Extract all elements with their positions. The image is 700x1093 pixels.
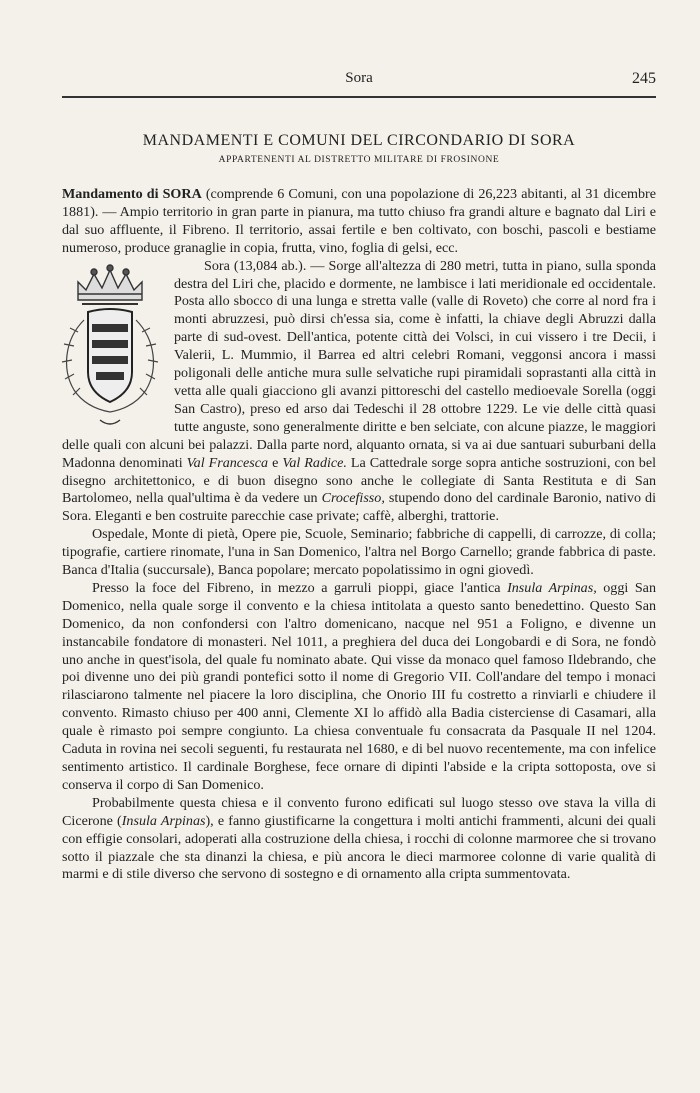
paragraph-sora [62,258,656,527]
mandamento-text: (comprende 6 Comuni, con una popolazione di 26,223 abitanti, al 31 dicembre 1881). — Ampio territorio in gran parte in pianura, ma tutto chiuso fra grandi alture e bagnato dal Liri e dal suo affluente, il Fibreno. Il territorio, assai fertile e ben coltivato, con boschi, pascoli e bestiame numeroso, produce granaglie in copia, frutta, vino, foglia di gelsi, ecc. [62,186,656,256]
running-header [62,70,656,94]
sora-italic-val-francesca: Val Francesca [186,454,269,471]
fibreno-italic-insula: Insula Arpinas, [507,579,597,596]
page-number: 245 [632,70,656,87]
sora-text-c: La Cattedrale sorge sopra antiche sostruzioni, con bel disegno architettonico, e di buon disegno sono anche le collegiate di Santa Restituta e di San Bartolomeo, nella qual'ultima è da vedere un [62,454,656,507]
section-subtitle: APPARTENENTI AL DISTRETTO MILITARE DI FROSINONE [218,155,500,165]
paragraph-cicerone [62,795,656,885]
fibreno-text-a: Presso la foce del Fibreno, in mezzo a garruli pioppi, giace l'antica [92,579,508,596]
cicerone-italic-insula: Insula Arpinas [121,812,206,829]
header-rule [62,96,656,98]
section-title: MANDAMENTI E COMUNI DEL CIRCONDARIO DI SORA [142,132,576,149]
mandamento-lead: Mandamento di SORA [62,186,202,202]
sora-text-a: Sora (13,084 ab.). — Sorge all'altezza di 280 metri, tutta in piano, sulla sponda destra del Liri che, placido e dormente, ne lambisce i lati meridionale ed occidentale. Posta allo sbocco di una lunga e stretta valle (valle di Roveto) che corre al nord fra i monti abruzzesi, può dirsi ch'essa sia, come è infatti, la chiave degli Abruzzi dalla parte di sud-ovest. Dell'antica, potente città dei Volsci, in cui vissero i tre Decii, i Valerii, L. Mummio, il Barrea ed altri celebri Romani, veggonsi ancora i massi poligonali delle antiche mura sulle selvatiche rupi piramidali soprastanti alla città in vetta alle quali giacciono gli avanzi pittoreschi del castello medioevale Sorella (oggi San Castro), preso ed arso dai Tedeschi il 28 ottobre 1229. Le vie delle città quasi tutte anguste, sono generalmente diritte e ben selciate, con alcune piazze, le maggiori delle quali con alcuni bei palazzi. Dalla parte nord, alquanto ornata, si va ai due santuari suburbani della Madonna denominati [62,257,656,471]
cicerone-text-a: Probabilmente questa chiesa e il convento furono edificati sul luogo stesso ove stava la villa di Cicerone ( [62,794,656,829]
paragraph-mandamento [62,186,656,258]
paragraph-ospedale: Ospedale, Monte di pietà, Opere pie, Scuole, Seminario; fabbriche di cappelli, di carrozze, di colla; tipografie, cartiere rinomate, l'una in San Domenico, l'altra nel Borgo Carnello; grande fabbrica di paste. Banca d'Italia (succursale), Banca popolare; mercato popolatissimo in ogni giovedì. [62,526,656,579]
running-title: Sora [345,70,373,86]
sora-italic-crocefisso: Crocefisso, [321,490,385,507]
sora-italic-val-radice: Val Radice. [282,454,347,471]
body-text [62,186,656,884]
sora-text-d: stupendo dono del cardinale Baronio, nativo di Sora. Eleganti e ben costruite parecchie case private; caffè, alberghi, trattorie. [62,490,656,525]
sora-text-b: e [268,454,283,471]
cicerone-text-b: ), e fanno giustificarne la congettura i molti antichi frammenti, alcuni dei quali con effigie consolari, adoperati alla costruzione della chiesa, i rocchi di colonne marmoree che si trovano sotto il piazzale che sta dinanzi la chiesa, e più ancora le dieci marmoree colonne di varie qualità di marmi e di stile diverso che servono di sostegno e di ornamento alla cripta summentovata. [62,812,656,883]
coat-of-arms-icon [44,260,166,430]
fibreno-text-b: oggi San Domenico, nella quale sorge il convento e la chiesa intitolata a questo santo benedettino. Questo San Domenico, da non confondersi con l'altro domenicano, nacque nel 951 a Foligno, e divenne un instancabile fondatore di monasteri. Nel 1011, a preghiera del duca dei Longobardi e di Sora, ne fondò uno anche in quest'isola, del quale fu nominato abate. Qui visse da monaco quel famoso Ildebrando, che poi divenne uno dei più grandi pontefici sotto il nome di Gregorio VII. Coll'andare del tempo i monaci rilasciarono talmente nel piacere la loro disciplina, che Onorio III fu costretto a rinviarli e chiudere il convento. Rimasto chiuso per 400 anni, Clemente XI lo affidò alla Badia cisterciense di Casamari, alla quale è rimasto poi sempre congiunto. La chiesa conventuale fu consacrata da Pasquale II nel 1204. Caduta in rovina nei secoli seguenti, fu restaurata nel 1680, e di bel nuovo recentemente, ma con infelice sentimento artistico. Il cardinale Borghese, fece ornare di dipinti l'abside e la cripta sottoposta, ove si conserva il corpo di San Domenico. [62,579,656,793]
paragraph-fibreno [62,580,656,795]
